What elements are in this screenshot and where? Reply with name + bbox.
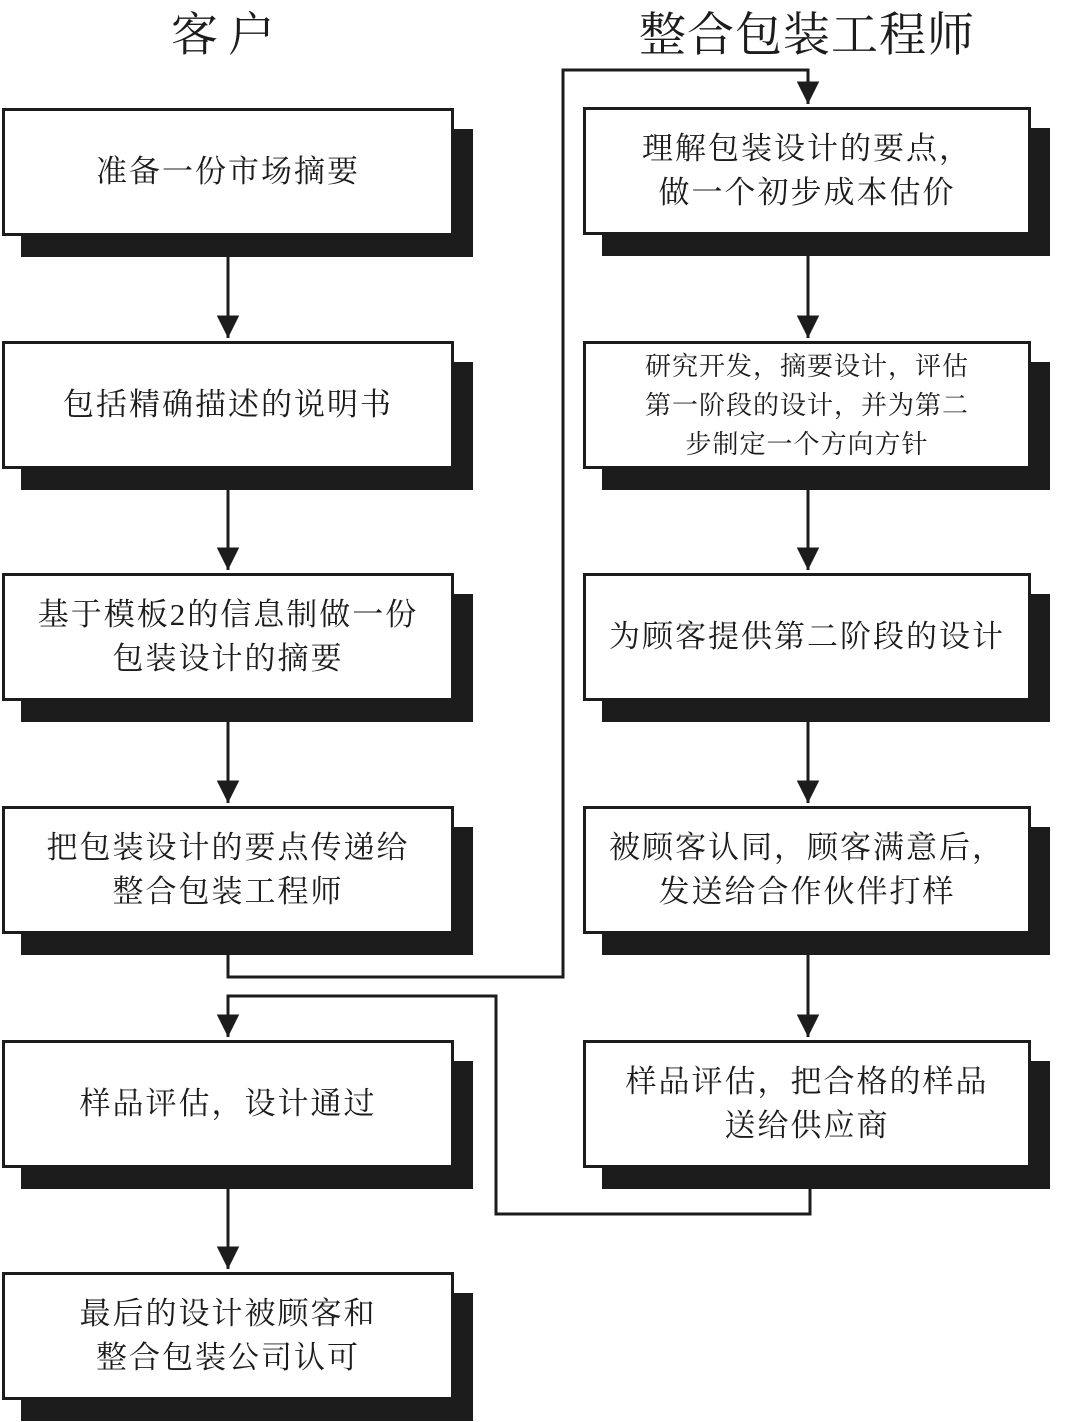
box-text-line: 为顾客提供第二阶段的设计 [609, 618, 1005, 654]
flow-box-customer-approve-send-proof [583, 806, 1031, 934]
column-header-packaging-engineer: 整合包装工程师 [639, 9, 975, 62]
flow-box-sample-eval-design-pass [2, 1040, 454, 1168]
box-text-line: 研究开发，摘要设计，评估 [644, 351, 969, 381]
box-text-line: 做一个初步成本估价 [658, 175, 956, 210]
column-header-customer: 客户 [171, 9, 285, 62]
box-text-line: 基于模板2的信息制做一份 [37, 596, 419, 632]
box-text-line: 被顾客认同，顾客满意后， [609, 829, 1005, 865]
box-text-line: 理解包装设计的要点， [642, 130, 972, 166]
flow-box-include-precise-spec [2, 341, 454, 469]
flow-box-sample-eval-to-supplier [583, 1040, 1031, 1168]
box-text-line: 把包装设计的要点传递给 [46, 829, 410, 865]
flow-box-make-design-brief [2, 573, 454, 701]
flow-box-research-develop-evaluate [583, 341, 1031, 469]
box-text-line: 整合包装公司认可 [96, 1340, 360, 1375]
box-text-line: 包装设计的摘要 [112, 641, 344, 676]
box-text-line: 送给供应商 [724, 1108, 890, 1143]
box-text-line: 发送给合作伙伴打样 [658, 874, 956, 909]
box-text-line: 第一阶段的设计，并为第二 [644, 390, 969, 420]
box-text-line: 步制定一个方向方针 [685, 429, 929, 459]
flow-box-prepare-market-brief [2, 108, 454, 236]
box-text-line: 样品评估，把合格的样品 [625, 1063, 989, 1099]
box-text-line: 最后的设计被顾客和 [79, 1295, 377, 1331]
box-text-line: 准备一份市场摘要 [96, 153, 360, 189]
flow-box-final-design-approved [2, 1272, 454, 1400]
box-text-line: 包括精确描述的说明书 [63, 386, 393, 422]
flow-box-pass-key-points [2, 806, 454, 934]
flow-box-provide-stage2-design [583, 573, 1031, 701]
box-text-line: 整合包装工程师 [112, 874, 344, 909]
flow-box-understand-key-points [583, 107, 1031, 235]
box-text-line: 样品评估，设计通过 [79, 1085, 377, 1121]
